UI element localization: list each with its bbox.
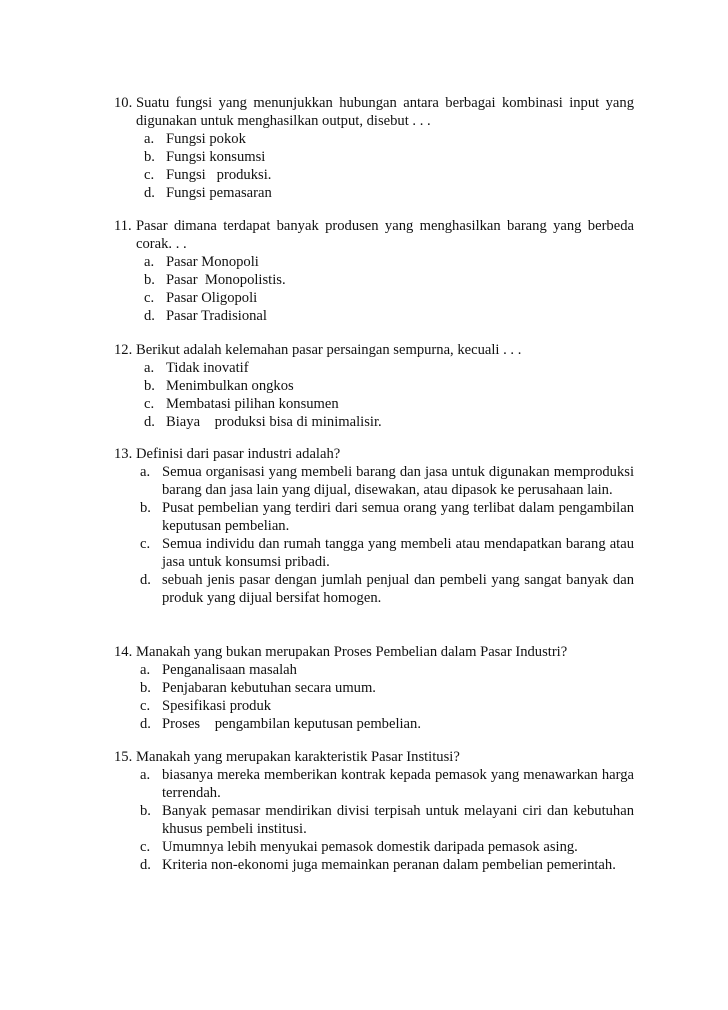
option-text: Penjabaran kebutuhan secara umum. bbox=[162, 680, 376, 696]
option-c bbox=[114, 289, 634, 307]
option-a bbox=[114, 359, 634, 377]
option-d bbox=[114, 413, 634, 431]
option-text: Banyak pemasar mendirikan divisi terpisah untuk melayani ciri dan kebutuhan khusus pembeli institusi. bbox=[162, 803, 634, 837]
option-text: Pusat pembelian yang terdiri dari semua orang yang terlibat dalam pengambilan keputusan pembelian. bbox=[162, 500, 634, 534]
option-d bbox=[114, 307, 634, 325]
question-stem bbox=[114, 217, 634, 253]
option-letter: a. bbox=[144, 131, 155, 147]
option-list bbox=[114, 130, 634, 202]
option-letter: c. bbox=[144, 396, 155, 412]
option-letter: a. bbox=[140, 662, 151, 678]
option-a bbox=[114, 766, 634, 802]
option-text: Tidak inovatif bbox=[166, 360, 249, 376]
option-b bbox=[114, 802, 634, 838]
option-text: Menimbulkan ongkos bbox=[166, 378, 294, 394]
option-letter: d. bbox=[144, 308, 155, 324]
option-c bbox=[114, 697, 634, 715]
option-letter: c. bbox=[140, 839, 151, 855]
option-letter: d. bbox=[144, 185, 155, 201]
option-c bbox=[114, 838, 634, 856]
option-letter: a. bbox=[144, 360, 155, 376]
option-c bbox=[114, 535, 634, 571]
option-letter: c. bbox=[144, 290, 155, 306]
option-b bbox=[114, 148, 634, 166]
option-a bbox=[114, 130, 634, 148]
option-d bbox=[114, 856, 634, 874]
question-stem bbox=[114, 94, 634, 130]
option-text: biasanya mereka memberikan kontrak kepada pemasok yang menawarkan harga terrendah. bbox=[162, 767, 634, 801]
question-15 bbox=[114, 748, 634, 874]
option-letter: d. bbox=[140, 572, 151, 588]
question-number: 13. bbox=[114, 446, 133, 462]
question-text: Manakah yang merupakan karakteristik Pasar Institusi? bbox=[136, 749, 460, 765]
option-text: Fungsi pokok bbox=[166, 131, 246, 147]
option-text: Semua individu dan rumah tangga yang membeli atau mendapatkan barang atau jasa untuk konsumsi pribadi. bbox=[162, 536, 634, 570]
option-letter: b. bbox=[140, 803, 151, 819]
question-text: Suatu fungsi yang menunjukkan hubungan antara berbagai kombinasi input yang digunakan untuk menghasilkan output, disebut . . . bbox=[136, 95, 634, 129]
option-d bbox=[114, 571, 634, 607]
option-text: Proses pengambilan keputusan pembelian. bbox=[162, 716, 421, 732]
option-d bbox=[114, 184, 634, 202]
option-text: Semua organisasi yang membeli barang dan jasa untuk digunakan memproduksi barang dan jasa lain yang dijual, disewakan, atau dipasok ke perusahaan lain. bbox=[162, 464, 634, 498]
option-text: Fungsi produksi. bbox=[166, 167, 272, 183]
option-letter: c. bbox=[144, 167, 155, 183]
question-number: 11. bbox=[114, 218, 132, 234]
option-text: Fungsi konsumsi bbox=[166, 149, 266, 165]
question-text: Pasar dimana terdapat banyak produsen yang menghasilkan barang yang berbeda corak. . . bbox=[136, 218, 634, 252]
option-d bbox=[114, 715, 634, 733]
option-text: Penganalisaan masalah bbox=[162, 662, 297, 678]
question-stem bbox=[114, 748, 634, 766]
question-number: 14. bbox=[114, 644, 133, 660]
option-list bbox=[114, 359, 634, 431]
option-a bbox=[114, 661, 634, 679]
question-14 bbox=[114, 643, 634, 733]
option-c bbox=[114, 395, 634, 413]
option-letter: c. bbox=[140, 698, 151, 714]
option-b bbox=[114, 679, 634, 697]
option-a bbox=[114, 253, 634, 271]
option-list bbox=[114, 463, 634, 607]
option-text: Kriteria non-ekonomi juga memainkan peranan dalam pembelian pemerintah. bbox=[162, 857, 616, 873]
option-letter: b. bbox=[144, 378, 155, 394]
question-stem bbox=[114, 341, 634, 359]
option-letter: a. bbox=[140, 767, 151, 783]
option-text: Spesifikasi produk bbox=[162, 698, 272, 714]
option-list bbox=[114, 253, 634, 325]
option-letter: b. bbox=[144, 272, 155, 288]
question-text: Definisi dari pasar industri adalah? bbox=[136, 446, 341, 462]
option-letter: b. bbox=[144, 149, 155, 165]
option-text: Pasar Monopoli bbox=[166, 254, 259, 270]
question-10 bbox=[114, 94, 634, 202]
option-letter: d. bbox=[140, 716, 151, 732]
option-letter: c. bbox=[140, 536, 151, 552]
option-letter: d. bbox=[140, 857, 151, 873]
option-list bbox=[114, 766, 634, 874]
option-text: Biaya produksi bisa di minimalisir. bbox=[166, 414, 382, 430]
option-b bbox=[114, 499, 634, 535]
option-letter: a. bbox=[140, 464, 151, 480]
option-letter: b. bbox=[140, 500, 151, 516]
option-text: sebuah jenis pasar dengan jumlah penjual dan pembeli yang sangat banyak dan produk yang dijual bersifat homogen. bbox=[162, 572, 634, 606]
option-letter: b. bbox=[140, 680, 151, 696]
option-text: Pasar Oligopoli bbox=[166, 290, 258, 306]
question-12 bbox=[114, 341, 634, 431]
question-stem bbox=[114, 445, 634, 463]
option-text: Umumnya lebih menyukai pemasok domestik daripada pemasok asing. bbox=[162, 839, 578, 855]
question-text: Berikut adalah kelemahan pasar persaingan sempurna, kecuali . . . bbox=[136, 342, 522, 358]
question-stem bbox=[114, 643, 634, 661]
option-list bbox=[114, 661, 634, 733]
option-b bbox=[114, 377, 634, 395]
option-text: Membatasi pilihan konsumen bbox=[166, 396, 339, 412]
question-number: 12. bbox=[114, 342, 133, 358]
option-text: Pasar Tradisional bbox=[166, 308, 267, 324]
option-b bbox=[114, 271, 634, 289]
option-letter: d. bbox=[144, 414, 155, 430]
question-13 bbox=[114, 445, 634, 607]
question-11 bbox=[114, 217, 634, 325]
option-text: Pasar Monopolistis. bbox=[166, 272, 286, 288]
question-number: 15. bbox=[114, 749, 133, 765]
option-text: Fungsi pemasaran bbox=[166, 185, 272, 201]
option-a bbox=[114, 463, 634, 499]
option-letter: a. bbox=[144, 254, 155, 270]
question-text: Manakah yang bukan merupakan Proses Pembelian dalam Pasar Industri? bbox=[136, 644, 568, 660]
question-number: 10. bbox=[114, 95, 133, 111]
option-c bbox=[114, 166, 634, 184]
